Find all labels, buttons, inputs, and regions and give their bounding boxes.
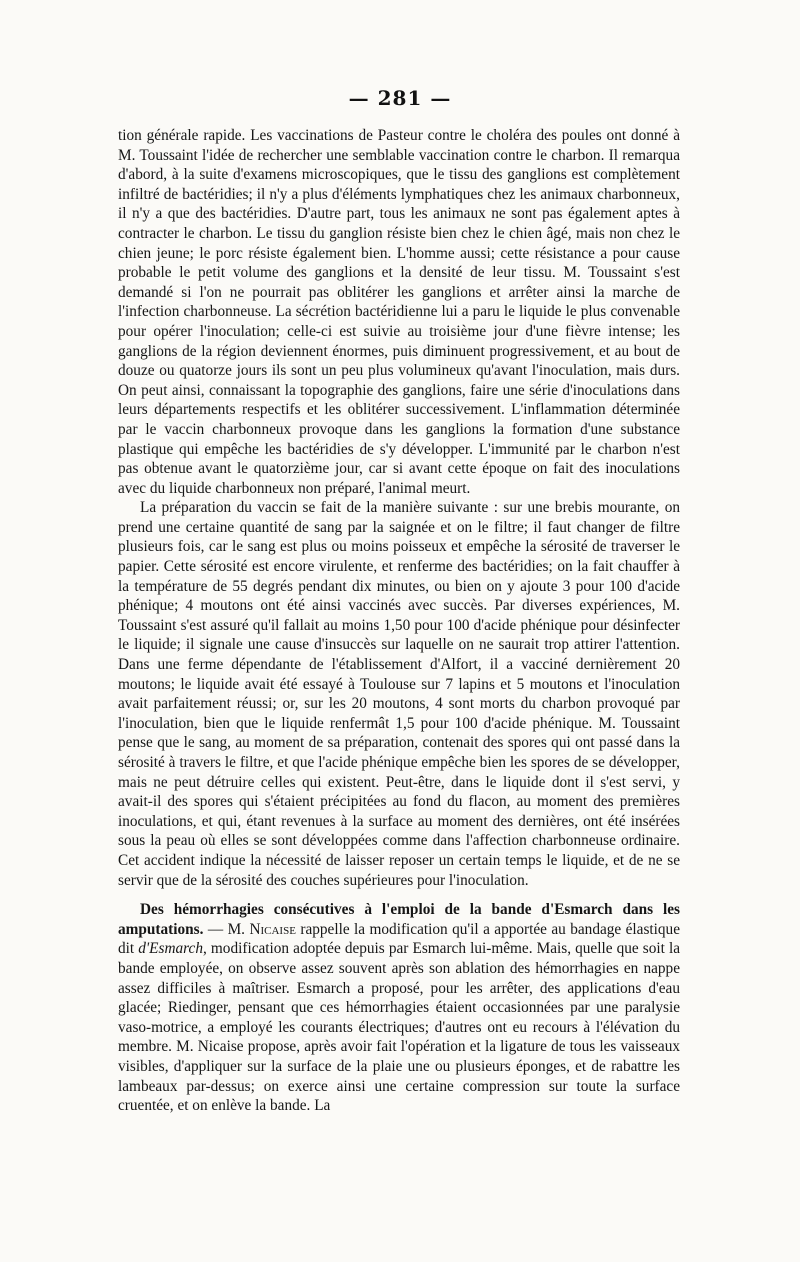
italic-term: d'Esmarch [138,940,203,958]
heading-dash: — M. [203,920,250,938]
text-part-a: rappelle la modification qu'il a apportée au bandage élastique dit [118,920,680,958]
paragraph-preparation-vaccin: La préparation du vaccin se fait de la manière suivante : sur une brebis mourante, on prend une certaine quantité de sang par la saignée et on le filtre; il faut changer de filtre plusieurs fois, car le sang est plus ou moins poisseux et empêche la sérosité de traverser le papier. Cette sérosité est encore virulente, et renferme des bactéridies; on la fait chauffer à la température de 55 degrés pendant dix minutes, ou bien on y ajoute 3 pour 100 d'acide phénique; 4 moutons ont été ainsi vaccinés avec succès. Par diverses expériences, M. Toussaint s'est assuré qu'il fallait au moins 1,50 pour 100 d'acide phénique pour désinfecter le liquide; il signale une cause d'insuccès sur laquelle on ne saurait trop attirer l'attention. Dans une ferme dépendante de l'établissement d'Alfort, il a vacciné dernièrement 20 moutons; le liquide avait été essayé à Toulouse sur 7 lapins et 5 moutons et l'inoculation avait parfaitement réussi; or, sur les 20 moutons, 4 sont morts du charbon provoqué par l'inoculation, bien que le liquide renfermât 1,5 pour 100 d'acide phénique. M. Toussaint pense que le sang, au moment de sa préparation, contenait des spores qui ont passé dans la sérosité à travers le filtre, et que l'acide phénique empêche bien les spores de se développer, mais ne peut détruire celles qui existent. Peut-être, dans le liquide dont il s'est servi, y avait-il des spores qui s'étaient précipitées au fond du flacon, au moment des premières inoculations, et qui, étant revenues à la surface au moment des dernières, ont été insérées sous la peau où elles se sont développées comme dans l'affection charbonneuse ordinaire. Cet accident indique la nécessité de laisser reposer un certain temps le liquide, et de ne se servir que de la sérosité des couches supérieures pour l'inoculation. [118,499,680,889]
text-part-b: , modification adoptée depuis par Esmarch lui-même. Mais, quelle que soit la bande employée, on observe assez souvent après son ablation des hémorrhagies en nappe assez difficiles à maîtriser. Esmarch a proposé, pour les arrêter, des applications d'eau glacée; Riedinger, pensant que ces hémorrhagies étaient occasionnées par une paralysie vaso-motrice, a employé les courants électriques; d'autres ont eu recours à l'élévation du membre. M. Nicaise propose, après avoir fait l'opération et la ligature de tous les vaisseaux visibles, d'appliquer sur la surface de la plaie une ou plusieurs éponges, et de rabattre les lambeaux par-dessus; on exerce ainsi une certaine compression sur toute la surface cruentée, et on enlève la bande. La [118,940,680,1115]
section-heading: Des hémorrhagies consécutives à l'emploi de la bande d'Esmarch dans les amputations. [118,901,680,938]
paragraph-hemorrhagies [118,900,680,1116]
author-name: Nicaise [249,920,296,938]
paragraph-vaccination-charbon: tion générale rapide. Les vaccinations de Pasteur contre le choléra des poules ont donné à M. Toussaint l'idée de rechercher une semblable vaccination contre le charbon. Il remarqua d'abord, à la suite d'examens microscopiques, que le tissu des ganglions est complètement infiltré de bactéridies; il n'y a plus d'éléments lymphatiques chez les animaux charbonneux, il n'y a que des bactéridies. D'autre part, tous les animaux ne sont pas également aptes à contracter le charbon. Le tissu du ganglion résiste bien chez le chien âgé, mais non chez le chien jeune; le porc résiste également bien. L'homme aussi; cette résistance a pour cause probable le petit volume des ganglions et la densité de leur tissu. M. Toussaint s'est demandé si l'on ne pourrait pas oblitérer les ganglions et arrêter ainsi la marche de l'infection charbonneuse. La sécrétion bactéridienne lui a paru le liquide le plus convenable pour opérer l'inoculation; celle-ci est suivie au troisième jour d'une fièvre intense; les ganglions de la région deviennent énormes, puis diminuent progressivement, et au bout de douze ou quatorze jours ils sont un peu plus volumineux qu'avant l'inoculation, mais durs. On peut ainsi, connaissant la topographie des ganglions, faire une série d'inoculations dans leurs départements respectifs et les oblitérer successivement. L'inflammation déterminée par le vaccin charbonneux provoque dans les ganglions la formation d'une substance plastique qui empêche les bactéridies de s'y développer. L'immunité par le charbon n'est pas obtenue avant le quatorzième jour, car si avant cette époque on fait des inoculations avec du liquide charbonneux non préparé, l'animal meurt. [118,127,680,497]
main-text [118,126,680,1116]
paragraph-gap [118,890,680,900]
page-number: — 281 — [348,86,452,110]
